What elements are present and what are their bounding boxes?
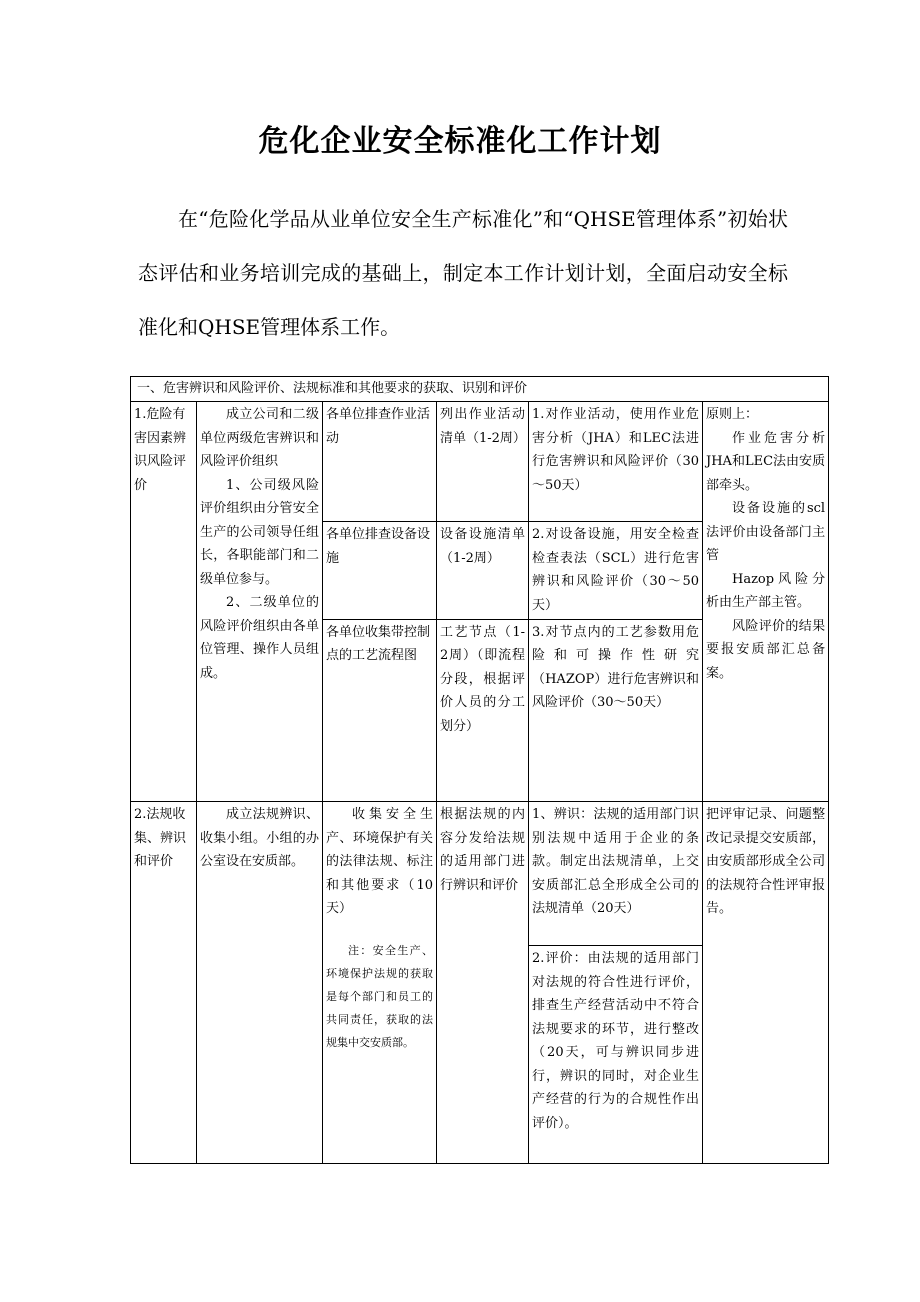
output-text: 根据法规的内容分发给法规的适用部门进行辨识和评价 bbox=[440, 807, 525, 893]
output-cell bbox=[437, 522, 529, 619]
task-text: 收集安全生产、环境保护有关的法律法规、标注和其他要求（10天） bbox=[326, 807, 433, 916]
result-text: 把评审记录、问题整改记录提交安质部，由安质部形成全公司的法规符合性评审报告。 bbox=[706, 807, 826, 916]
method-text: 1.对作业活动，使用作业危害分析（JHA）和LEC法进行危害辨识和风险评价（30～50天） bbox=[532, 407, 699, 493]
task-cell bbox=[323, 402, 437, 522]
org-intro: 成立公司和二级单位两级危害辨识和风险评价组织 bbox=[200, 407, 319, 469]
org-text: 成立法规辨识、收集小组。小组的办公室设在安质部。 bbox=[200, 807, 319, 869]
organization-cell bbox=[197, 802, 323, 1164]
org-point-1: 1、公司级风险评价组织由分管安全生产的公司领导任组长，各职能部门和二级单位参与。 bbox=[200, 477, 319, 587]
task-cell bbox=[323, 802, 437, 1164]
plan-table bbox=[130, 376, 829, 1164]
table-row bbox=[131, 802, 829, 946]
output-text: 设备设施清单（1-2周） bbox=[440, 527, 525, 566]
task-text: 各单位排查设备设施 bbox=[326, 527, 431, 566]
note bbox=[326, 939, 433, 1054]
principle-1: 作业危害分析JHA和LEC法由安质部牵头。 bbox=[706, 430, 826, 493]
organization-cell bbox=[197, 402, 323, 802]
item-label: 1.危险有害因素辨识风险评价 bbox=[134, 407, 187, 493]
task-cell bbox=[323, 619, 437, 801]
item-label-cell bbox=[131, 802, 197, 1164]
principle-cell bbox=[703, 402, 829, 802]
output-cell bbox=[437, 619, 529, 801]
page-title: 危化企业安全标准化工作计划 bbox=[258, 124, 662, 159]
method-cell bbox=[529, 522, 703, 619]
method-cell bbox=[529, 802, 703, 946]
principle-2: 设备设施的scl法评价由设备部门主管 bbox=[706, 501, 826, 563]
org-point-2: 2、二级单位的风险评价组织由各单位管理、操作人员组成。 bbox=[200, 595, 319, 681]
task-cell bbox=[323, 522, 437, 619]
item-label: 2.法规收集、辨识和评价 bbox=[134, 807, 187, 869]
task-text: 各单位排查作业活动 bbox=[326, 407, 431, 446]
section1-header-row bbox=[131, 377, 829, 402]
output-cell bbox=[437, 802, 529, 1164]
method-text: 2.评价：由法规的适用部门对法规的符合性进行评价，排查生产经营活动中不符合法规要求的环节，进行整改（20天，可与辨识同步进行，辨识的同时，对企业生产经营的行为的合规性作出评价）。 bbox=[532, 951, 699, 1131]
method-cell bbox=[529, 402, 703, 522]
principle-head: 原则上： bbox=[706, 407, 759, 422]
table-row bbox=[131, 402, 829, 522]
output-cell bbox=[437, 402, 529, 522]
intro-text: 在“危险化学品从业单位安全生产标准化”和“QHSE管理体系”初始状态评估和业务培训完成的基础上，制定本工作计划计划，全面启动安全标准化和QHSE管理体系工作。 bbox=[138, 207, 788, 339]
principle-3: Hazop风险分析由生产部主管。 bbox=[706, 571, 826, 610]
principle-4: 风险评价的结果要报安质部汇总备案。 bbox=[706, 618, 826, 681]
method-text: 3.对节点内的工艺参数用危险和可操作性研究（HAZOP）进行危害辨识和风险评价（30～50天） bbox=[532, 624, 699, 711]
output-text: 列出作业活动清单（1-2周） bbox=[440, 407, 526, 446]
output-text: 工艺节点（1-2周）（即流程分段，根据评价人员的分工划分） bbox=[440, 624, 525, 734]
method-text: 1、辨识：法规的适用部门识别法规中适用于企业的条款。制定出法规清单，上交安质部汇总全形成全公司的法规清单（20天） bbox=[532, 807, 699, 916]
item-label-cell bbox=[131, 402, 197, 802]
result-cell bbox=[703, 802, 829, 1164]
method-text: 2.对设备设施，用安全检查检查表法（SCL）进行危害辨识和风险评价（30～50天） bbox=[532, 527, 699, 613]
method-cell bbox=[529, 619, 703, 801]
intro-paragraph bbox=[138, 192, 788, 354]
method-cell bbox=[529, 946, 703, 1164]
note-text: 注：安全生产、环境保护法规的获取是每个部门和员工的共同责任，获取的法规集中交安质部。 bbox=[326, 943, 433, 1049]
section1-header: 一、危害辨识和风险评价、法规标准和其他要求的获取、识别和评价 bbox=[131, 377, 829, 402]
task-text: 各单位收集带控制点的工艺流程图 bbox=[326, 624, 431, 664]
